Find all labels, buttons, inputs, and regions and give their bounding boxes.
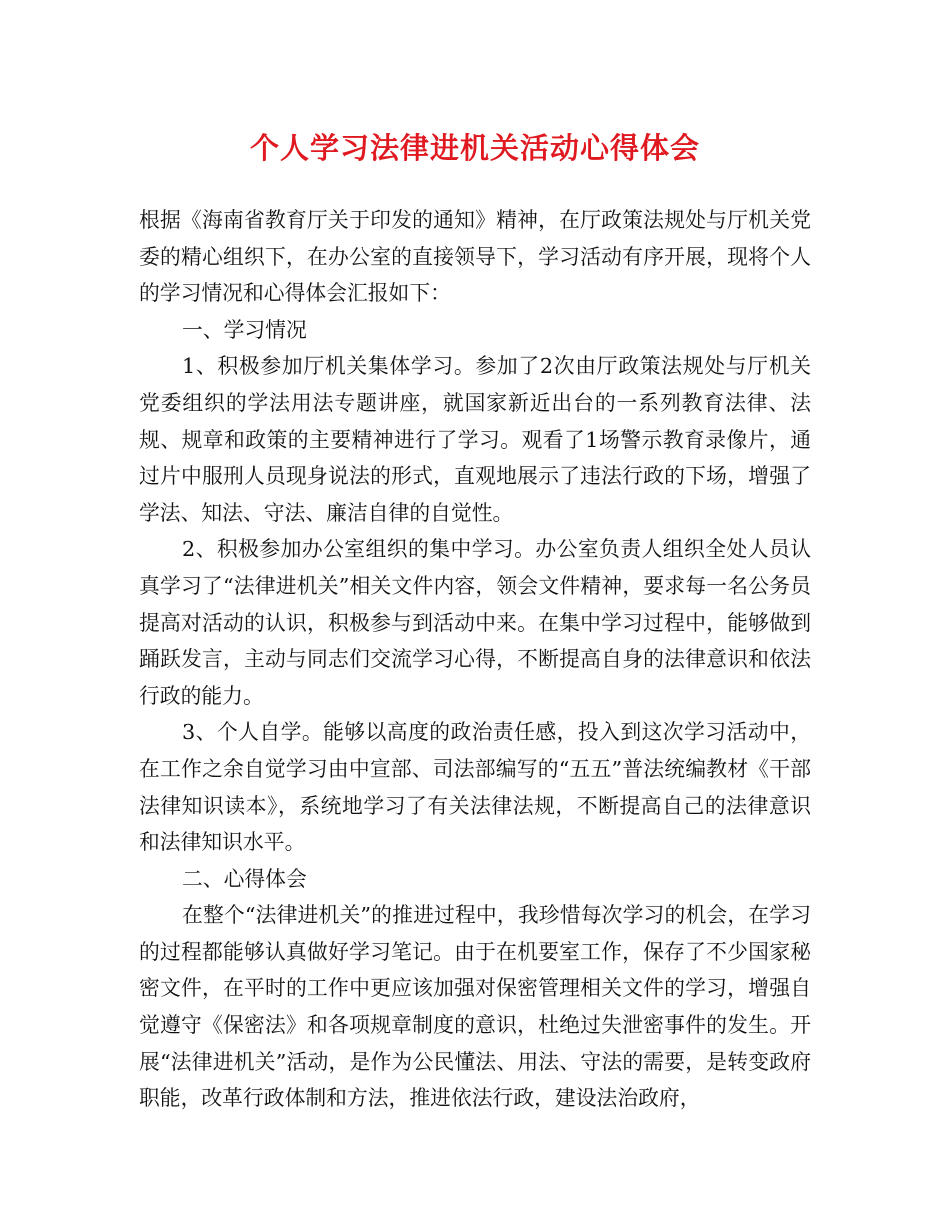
paragraph-item-2: 2、积极参加办公室组织的集中学习。办公室负责人组织全处人员认真学习了“法律进机关”相关文件内容，领会文件精神，要求每一名公务员提高对活动的认识，积极参与到活动中来。在集中学习过程中，能够做到踊跃发言，主动与同志们交流学习心得，不断提高自身的法律意识和依法行政的能力。	[139, 537, 811, 708]
paragraph-item-3: 3、个人自学。能够以高度的政治责任感，投入到这次学习活动中，在工作之余自觉学习由中宣部、司法部编写的“五五”普法统编教材《干部法律知识读本》，系统地学习了有关法律法规，不断提高自己的法律意识和法律知识水平。	[139, 720, 811, 855]
section-heading-experience: 二、心得体会	[182, 866, 307, 891]
page-title: 个人学习法律进机关活动心得体会	[249, 131, 700, 165]
section-heading-study-situation: 一、学习情况	[182, 317, 307, 342]
paragraph-item-1: 1、积极参加厅机关集体学习。参加了2次由厅政策法规处与厅机关党委组织的学法用法专题讲座，就国家新近出台的一系列教育法律、法规、规章和政策的主要精神进行了学习。观看了1场警示教育录像片，通过片中服刑人员现身说法的形式，直观地展示了违法行政的下场，增强了学法、知法、守法、廉洁自律的自觉性。	[139, 354, 811, 525]
paragraph-intro: 根据《海南省教育厅关于印发的通知》精神，在厅政策法规处与厅机关党委的精心组织下，在办公室的直接领导下，学习活动有序开展，现将个人的学习情况和心得体会汇报如下：	[139, 208, 811, 306]
document-body	[139, 202, 811, 1117]
paragraph-experience: 在整个“法律进机关”的推进过程中，我珍惜每次学习的机会，在学习的过程都能够认真做好学习笔记。由于在机要室工作，保存了不少国家秘密文件，在平时的工作中更应该加强对保密管理相关文件的学习，增强自觉遵守《保密法》和各项规章制度的意识，杜绝过失泄密事件的发生。开展“法律进机关”活动，是作为公民懂法、用法、守法的需要，是转变政府职能，改革行政体制和方法，推进依法行政，建设法治政府，	[139, 903, 811, 1111]
